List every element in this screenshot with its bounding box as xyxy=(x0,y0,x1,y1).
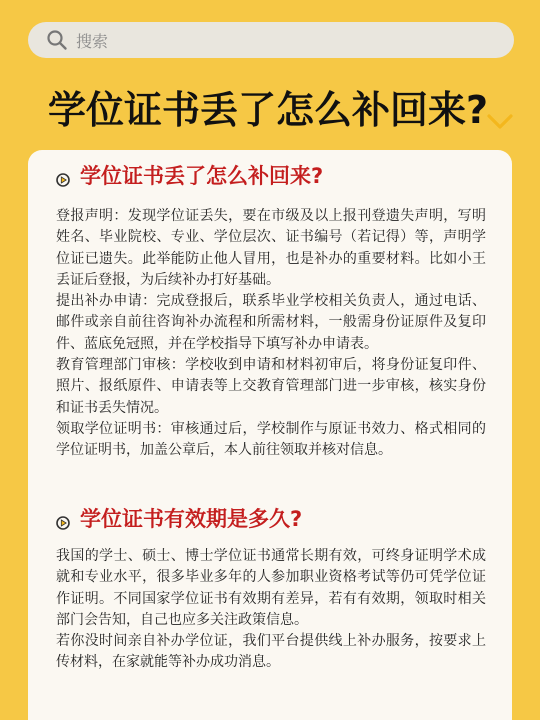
section-body-validity xyxy=(56,546,486,674)
paragraph: 我国的学士、硕士、博士学位证书通常长期有效，可终身证明学术成就和专业水平，很多毕业多年的人参加职业资格考试等仍可凭学位证作证明。不同国家学位证书有效期有差异，若有有效期，领取时相关部门会告知，自己也应多关注政策信息。 xyxy=(56,548,486,628)
paragraph: 提出补办申请：完成登报后，联系毕业学校相关负责人，通过电话、邮件或亲自前往咨询补办流程和所需材料，一般需身份证原件及复印件、蓝底免冠照，并在学校指导下填写补办申请表。 xyxy=(56,293,486,352)
page-title: 学位证书丢了怎么补回来? xyxy=(48,88,489,132)
section-heading-text: 学位证书有效期是多久? xyxy=(80,507,303,531)
section-heading-validity xyxy=(56,503,302,533)
play-bullet-icon xyxy=(56,168,70,182)
section-heading-reissue xyxy=(56,160,323,190)
paragraph: 登报声明：发现学位证丢失，要在市级及以上报刊登遗失声明，写明姓名、毕业院校、专业、学位层次、证书编号（若记得）等，声明学位证已遗失。此举能防止他人冒用，也是补办的重要材料。比如小王丢证后登报，为后续补办打好基础。 xyxy=(56,208,486,288)
search-placeholder: 搜索 xyxy=(76,31,109,51)
play-bullet-icon xyxy=(56,511,70,525)
paragraph: 领取学位证明书：审核通过后，学校制作与原证书效力、格式相同的学位证明书，加盖公章后，本人前往领取并核对信息。 xyxy=(56,420,486,459)
section-heading-text: 学位证书丢了怎么补回来? xyxy=(80,164,324,188)
paragraph: 若你没时间亲自补办学位证，我们平台提供线上补办服务，按要求上传材料，在家就能等补办成功消息。 xyxy=(56,633,486,671)
chevron-down-icon[interactable] xyxy=(484,110,516,134)
search-input[interactable] xyxy=(28,22,514,58)
section-body-reissue xyxy=(56,206,486,462)
paragraph: 教育管理部门审核：学校收到申请和材料初审后，将身份证复印件、照片、报纸原件、申请表等上交教育管理部门进一步审核，核实身份和证书丢失情况。 xyxy=(56,357,486,416)
search-icon xyxy=(46,29,68,51)
